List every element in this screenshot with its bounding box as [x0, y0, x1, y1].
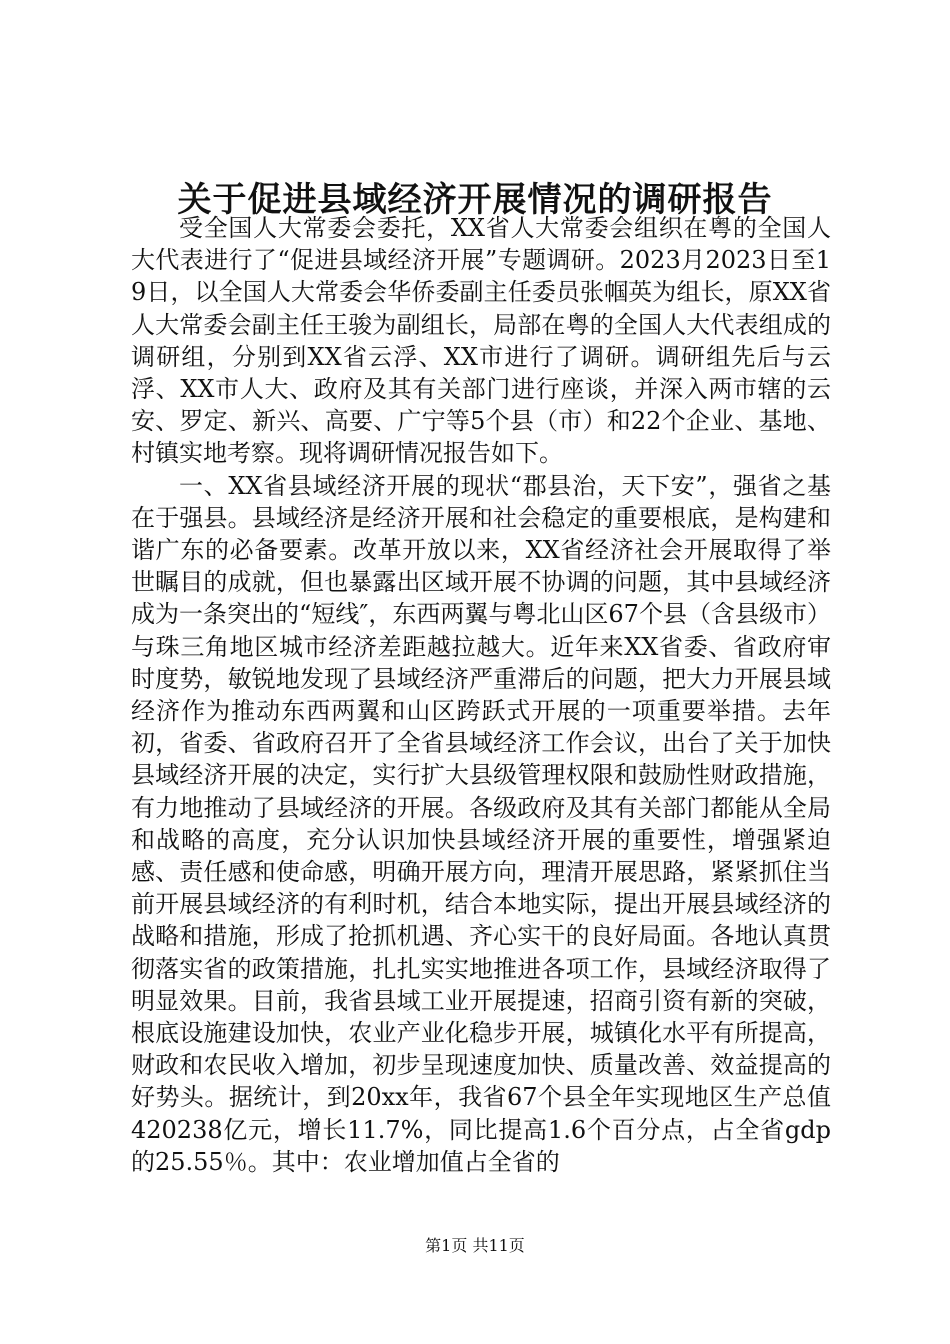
page-number-footer: 第1页 共11页 [425, 1236, 525, 1255]
document-title: 关于促进县域经济开展情况的调研报告 [177, 180, 773, 220]
document-body [131, 212, 831, 1178]
section-one-paragraph: 一、XX省县域经济开展的现状“郡县治，天下安”，强省之基在于强县。县域经济是经济开展和社会稳定的重要根底，是构建和谐广东的必备要素。改革开放以来，XX省经济社会开展取得了举世瞩目的成就，但也暴露出区域开展不协调的问题，其中县域经济成为一条突出的“短线″，东西两翼与粤北山区67个县（含县级市）与珠三角地区城市经济差距越拉越大。近年来XX省委、省政府审时度势，敏锐地发现了县域经济严重滞后的问题，把大力开展县域经济作为推动东西两翼和山区跨跃式开展的一项重要举措。去年初，省委、省政府召开了全省县域经济工作会议，出台了关于加快县域经济开展的决定，实行扩大县级管理权限和鼓励性财政措施，有力地推动了县域经济的开展。各级政府及其有关部门都能从全局和战略的高度，充分认识加快县域经济开展的重要性，增强紧迫感、责任感和使命感，明确开展方向，理清开展思路，紧紧抓住当前开展县域经济的有利时机，结合本地实际，提出开展县域经济的战略和措施，形成了抢抓机遇、齐心实干的良好局面。各地认真贯彻落实省的政策措施，扎扎实实地推进各项工作，县域经济取得了明显效果。目前，我省县域工业开展提速，招商引资有新的突破，根底设施建设加快，农业产业化稳步开展，城镇化水平有所提高，财政和农民收入增加，初步呈现速度加快、质量改善、效益提高的好势头。据统计，到20xx年，我省67个县全年实现地区生产总值420238亿元，增长11.7%，同比提高1.6个百分点，占全省gdp的25.55％。其中：农业增加值占全省的 [131, 471, 831, 1176]
intro-paragraph: 受全国人大常委会委托，XX省人大常委会组织在粤的全国人大代表进行了“促进县域经济开展”专题调研。2023月2023日至19日，以全国人大常委会华侨委副主任委员张帼英为组长，原XX省人大常委会副主任王骏为副组长，局部在粤的全国人大代表组成的调研组，分别到XX省云浮、XX市进行了调研。调研组先后与云浮、XX市人大、政府及其有关部门进行座谈，并深入两市辖的云安、罗定、新兴、高要、广宁等5个县（市）和22个企业、基地、村镇实地考察。现将调研情况报告如下。 [131, 214, 831, 468]
